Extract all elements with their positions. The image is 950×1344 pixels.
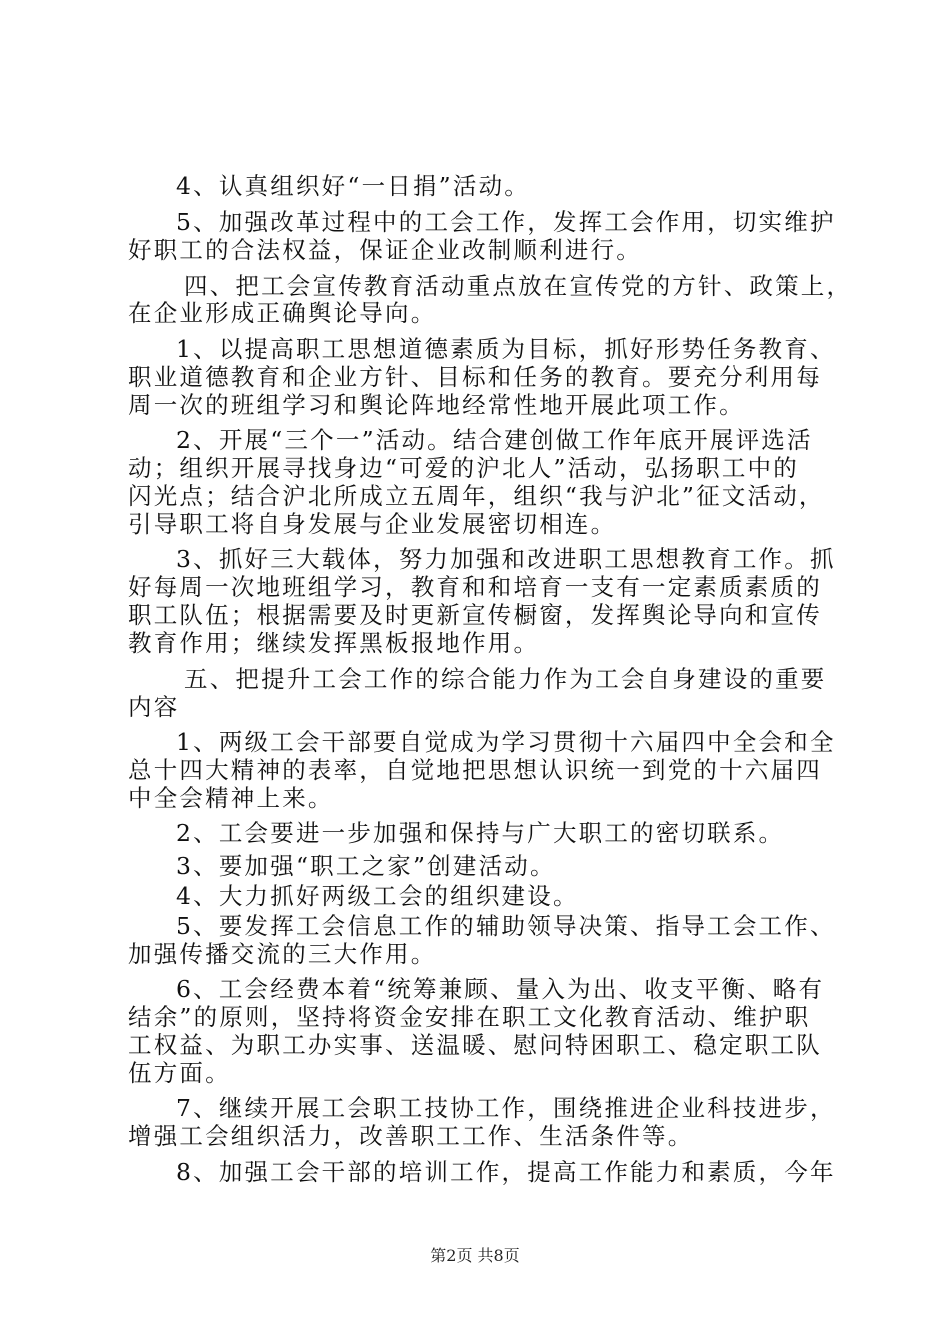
text-line: 增强工会组织活力，改善职工工作、生活条件等。 [128,1122,694,1150]
text-line: 8、加强工会干部的培训工作，提高工作能力和素质，今年 [176,1158,836,1186]
section-heading: 在企业形成正确舆论导向。 [128,299,437,327]
text-line: 3、抓好三大载体，努力加强和改进职工思想教育工作。抓 [176,545,836,573]
text-line: 闪光点；结合沪北所成立五周年，组织“我与沪北”征文活动， [128,482,825,510]
text-line: 伍方面。 [128,1059,231,1087]
text-line: 周一次的班组学习和舆论阵地经常性地开展此项工作。 [128,391,745,419]
text-line: 5、加强改革过程中的工会工作，发挥工会作用，切实维护 [176,208,836,236]
section-heading: 五、把提升工会工作的综合能力作为工会自身建设的重要 [184,665,827,693]
text-line: 4、大力抓好两级工会的组织建设。 [176,882,579,910]
text-line: 2、工会要进一步加强和保持与广大职工的密切联系。 [176,819,785,847]
text-line: 总十四大精神的表率，自觉地把思想认识统一到党的十六届四 [128,756,822,784]
text-line: 4、认真组织好“一日捐”活动。 [176,172,530,200]
text-line: 中全会精神上来。 [128,784,334,812]
text-line: 5、要发挥工会信息工作的辅助领导决策、指导工会工作、 [176,912,836,940]
text-line: 动；组织开展寻找身边“可爱的沪北人”活动，弘扬职工中的 [128,454,799,482]
text-line: 2、开展“三个一”活动。结合建创做工作年底开展评选活 [176,426,813,454]
text-line: 职业道德教育和企业方针、目标和任务的教育。要充分利用每 [128,363,822,391]
text-line: 好职工的合法权益，保证企业改制顺利进行。 [128,236,642,264]
text-line: 3、要加强“职工之家”创建活动。 [176,852,556,880]
text-line: 6、工会经费本着“统筹兼顾、量入为出、收支平衡、略有 [176,975,825,1003]
section-heading: 四、把工会宣传教育活动重点放在宣传党的方针、政策上， [184,272,853,300]
text-line: 教育作用；继续发挥黑板报地作用。 [128,629,540,657]
text-line: 结余”的原则，坚持将资金安排在职工文化教育活动、维护职 [128,1003,811,1031]
text-line: 职工队伍；根据需要及时更新宣传橱窗，发挥舆论导向和宣传 [128,601,822,629]
text-line: 引导职工将自身发展与企业发展密切相连。 [128,510,617,538]
text-line: 好每周一次地班组学习，教育和和培育一支有一定素质素质的 [128,573,822,601]
text-line: 工权益、为职工办实事、送温暖、慰问特困职工、稳定职工队 [128,1031,822,1059]
text-line: 1、两级工会干部要自觉成为学习贯彻十六届四中全会和全 [176,728,836,756]
page-number-footer: 第2页 共8页 [430,1246,520,1265]
text-line: 1、以提高职工思想道德素质为目标，抓好形势任务教育、 [176,335,836,363]
section-heading: 内容 [128,693,180,721]
text-line: 加强传播交流的三大作用。 [128,940,437,968]
text-line: 7、继续开展工会职工技协工作，围绕推进企业科技进步， [176,1094,836,1122]
